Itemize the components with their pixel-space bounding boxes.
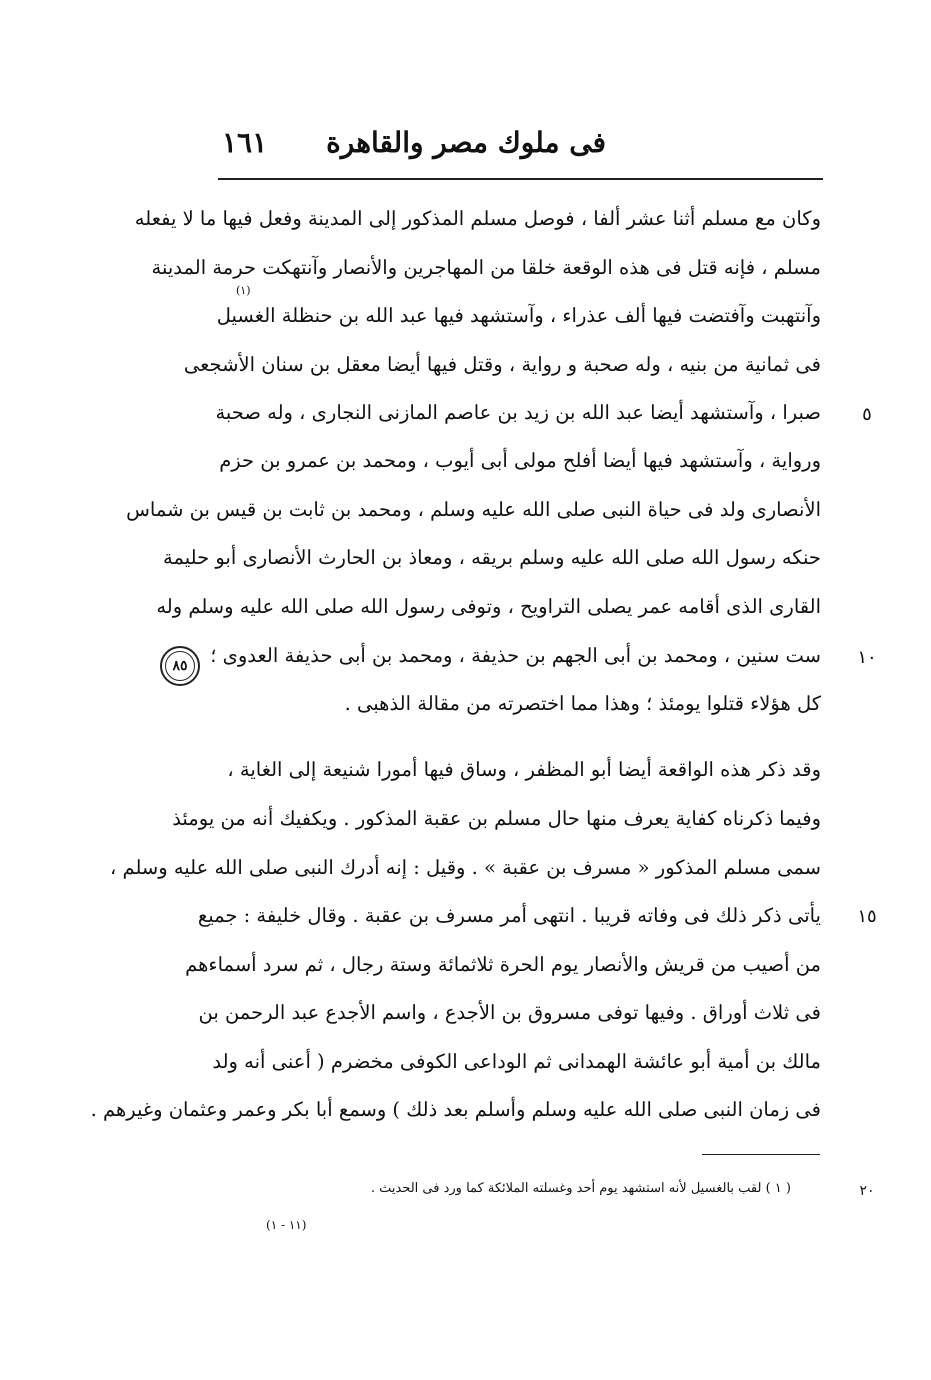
footnote-rule xyxy=(702,1154,820,1155)
text-line-3: وآنتهبت وآفتضت فيها ألف عذراء ، وآستشهد فيها عبد الله بن حنظلة الغسيل xyxy=(216,304,821,327)
text-line-12: وقد ذكر هذه الواقعة أيضا أبو المظفر ، وساق فيها أمورا شنيعة إلى الغاية ، xyxy=(227,758,821,781)
text-line-6: ورواية ، وآستشهد فيها أيضا أفلح مولى أبى أيوب ، ومحمد بن عمرو بن حزم xyxy=(219,449,821,472)
text-line-18: مالك بن أمية أبو عائشة الهمدانى ثم الوداعى الكوفى مخضرم ( أعنى أنه ولد xyxy=(212,1050,821,1073)
text-line-14: سمى مسلم المذكور « مسرف بن عقبة » . وقيل : إنه أدرك النبى صلى الله عليه وسلم ، xyxy=(109,856,821,879)
text-line-11: كل هؤلاء قتلوا يومئذ ؛ وهذا مما اختصرته من مقالة الذهبى . xyxy=(344,692,821,715)
text-line-5: صبرا ، وآستشهد أيضا عبد الله بن زيد بن عاصم المازنى النجارى ، وله صحبة xyxy=(215,401,821,424)
header-rule xyxy=(218,178,823,180)
folio-stamp: ٨٥ xyxy=(160,646,200,686)
text-line-10: ست سنين ، ومحمد بن أبى الجهم بن حذيفة ، ومحمد بن أبى حذيفة العدوى ؛ xyxy=(210,644,821,667)
running-header-title: فى ملوك مصر والقاهرة xyxy=(326,126,606,159)
footnote-reference-marker: (١) xyxy=(236,284,251,297)
page-number: ١٦١ xyxy=(222,126,268,159)
text-line-15: يأتى ذكر ذلك فى وفاته قريبا . انتهى أمر مسرف بن عقبة . وقال خليفة : جميع xyxy=(197,904,821,927)
text-line-17: فى ثلاث أوراق . وفيها توفى مسروق بن الأجدع ، واسم الأجدع عبد الرحمن بن xyxy=(198,1001,821,1024)
line-number-5: ٥ xyxy=(862,404,872,425)
text-line-9: القارى الذى أقامه عمر يصلى التراويح ، وتوفى رسول الله صلى الله عليه وسلم وله xyxy=(156,595,821,618)
line-number-20: ٢٠ xyxy=(859,1183,875,1199)
text-line-1: وكان مع مسلم أثنا عشر ألفا ، فوصل مسلم المذكور إلى المدينة وفعل فيها ما لا يفعله xyxy=(134,207,821,230)
line-number-10: ١٠ xyxy=(857,647,877,668)
text-line-4: فى ثمانية من بنيه ، وله صحبة و رواية ، وقتل فيها أيضا معقل بن سنان الأشجعى xyxy=(183,353,821,376)
signature-mark: (١١ - ١) xyxy=(266,1218,307,1232)
text-line-8: حنكه رسول الله صلى الله عليه وسلم بريقه ، ومعاذ بن الحارث الأنصارى أبو حليمة xyxy=(163,546,821,569)
text-line-16: من أصيب من قريش والأنصار يوم الحرة ثلاثمائة وستة رجال ، ثم سرد أسماءهم xyxy=(185,953,821,976)
line-number-15: ١٥ xyxy=(857,906,877,927)
footnote-text: ( ١ ) لقب بالغسيل لأنه استشهد يوم أحد وغسلته الملائكة كما ورد فى الحديث . xyxy=(370,1181,791,1196)
text-line-19: فى زمان النبى صلى الله عليه وسلم وأسلم بعد ذلك ) وسمع أبا بكر وعمر وعثمان وغيرهم . xyxy=(90,1098,821,1121)
text-line-13: وفيما ذكرناه كفاية يعرف منها حال مسلم بن عقبة المذكور . ويكفيك أنه من يومئذ xyxy=(172,807,821,830)
text-line-7: الأنصارى ولد فى حياة النبى صلى الله عليه وسلم ، ومحمد بن ثابت بن قيس بن شماس xyxy=(126,498,821,521)
text-line-2: مسلم ، فإنه قتل فى هذه الوقعة خلقا من المهاجرين والأنصار وآنتهكت حرمة المدينة xyxy=(151,256,821,279)
